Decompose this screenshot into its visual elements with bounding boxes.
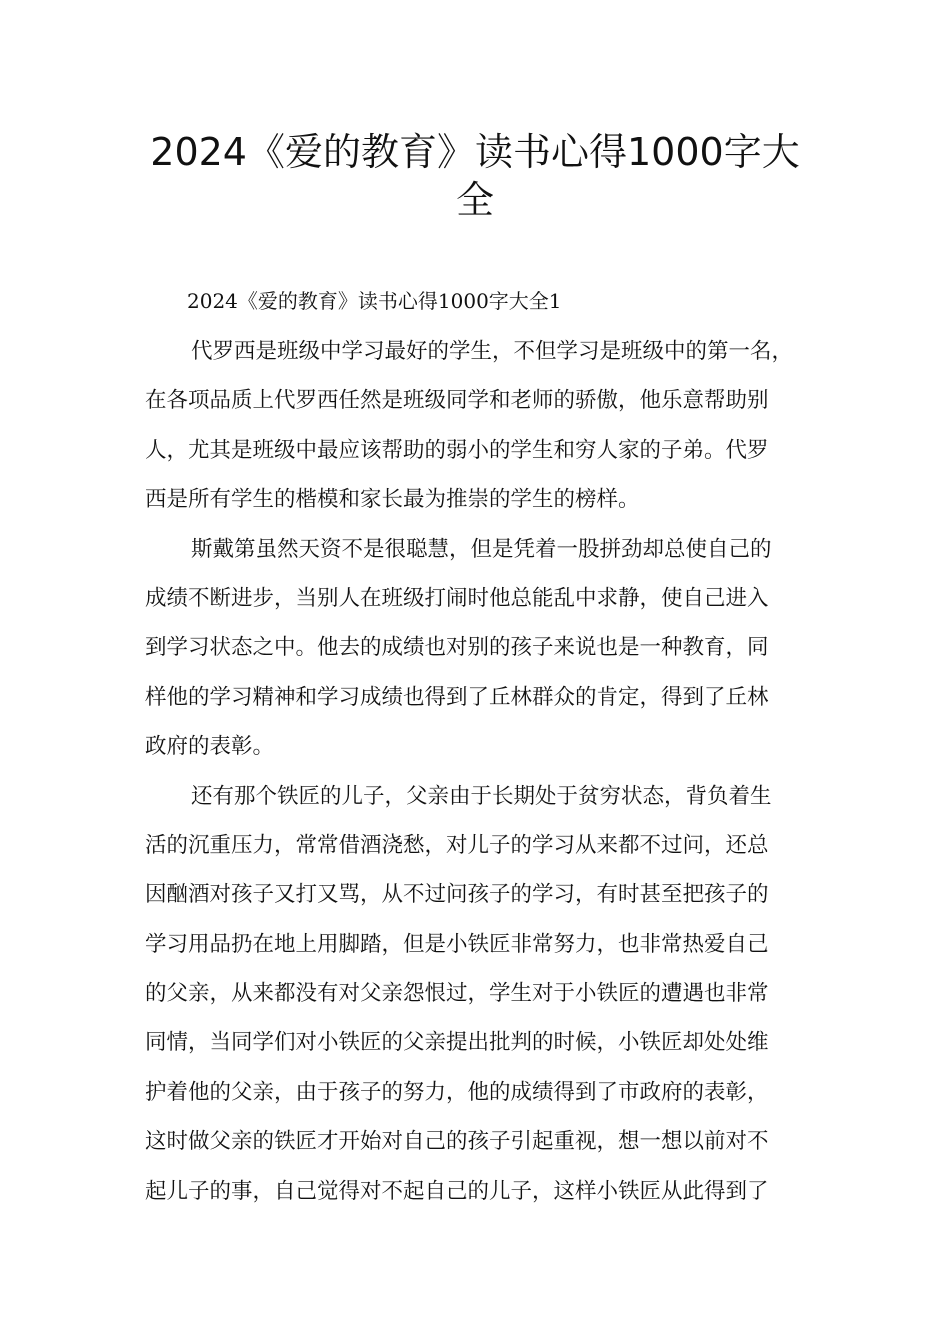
paragraph-line: 政府的表彰。 xyxy=(145,734,275,760)
paragraph-2 xyxy=(145,530,825,777)
paragraph-line: 活的沉重压力，常常借酒浇愁，对儿子的学习从来都不过问，还总 xyxy=(145,832,769,858)
paragraph-line: 因酗酒对孩子又打又骂，从不过问孩子的学习，有时甚至把孩子的 xyxy=(145,882,769,908)
title-line-2: 全 xyxy=(455,178,494,222)
paragraph-3 xyxy=(145,777,825,1222)
paragraph-line: 还有那个铁匠的儿子，父亲由于长期处于贫穷状态，背负着生 xyxy=(191,783,772,809)
paragraph-line: 学习用品扔在地上用脚踏，但是小铁匠非常努力，也非常热爱自己 xyxy=(145,931,769,957)
paragraph-1 xyxy=(145,332,825,530)
paragraph-line: 斯戴第虽然天资不是很聪慧，但是凭着一股拼劲却总使自己的 xyxy=(191,536,772,562)
paragraph-line: 人，尤其是班级中最应该帮助的弱小的学生和穷人家的子弟。代罗 xyxy=(145,437,769,463)
paragraph-line: 西是所有学生的楷模和家长最为推崇的学生的榜样。 xyxy=(145,487,640,513)
paragraph-line: 样他的学习精神和学习成绩也得到了丘林群众的肯定，得到了丘林 xyxy=(145,684,769,710)
title-line-1: 2024《爱的教育》读书心得1000字大 xyxy=(150,130,800,174)
paragraph-line: 起儿子的事，自己觉得对不起自己的儿子，这样小铁匠从此得到了 xyxy=(145,1178,769,1204)
paragraph-line: 同情，当同学们对小铁匠的父亲提出批判的时候，小铁匠却处处维 xyxy=(145,1030,769,1056)
paragraph-line: 护着他的父亲，由于孩子的努力，他的成绩得到了市政府的表彰， xyxy=(145,1079,769,1105)
document-title xyxy=(140,128,810,224)
document-body xyxy=(145,332,825,1221)
paragraph-line: 在各项品质上代罗西任然是班级同学和老师的骄傲，他乐意帮助别 xyxy=(145,388,769,414)
paragraph-line: 代罗西是班级中学习最好的学生，不但学习是班级中的第一名， xyxy=(191,339,794,364)
section-heading: 2024《爱的教育》读书心得1000字大全1 xyxy=(187,289,562,313)
paragraph-line: 这时做父亲的铁匠才开始对自己的孩子引起重视，想一想以前对不 xyxy=(145,1129,769,1155)
paragraph-line: 成绩不断进步，当别人在班级打闹时他总能乱中求静，使自己进入 xyxy=(145,585,769,611)
paragraph-line: 的父亲，从来都没有对父亲怨恨过，学生对于小铁匠的遭遇也非常 xyxy=(145,981,769,1007)
paragraph-line: 到学习状态之中。他去的成绩也对别的孩子来说也是一种教育，同 xyxy=(145,635,769,661)
